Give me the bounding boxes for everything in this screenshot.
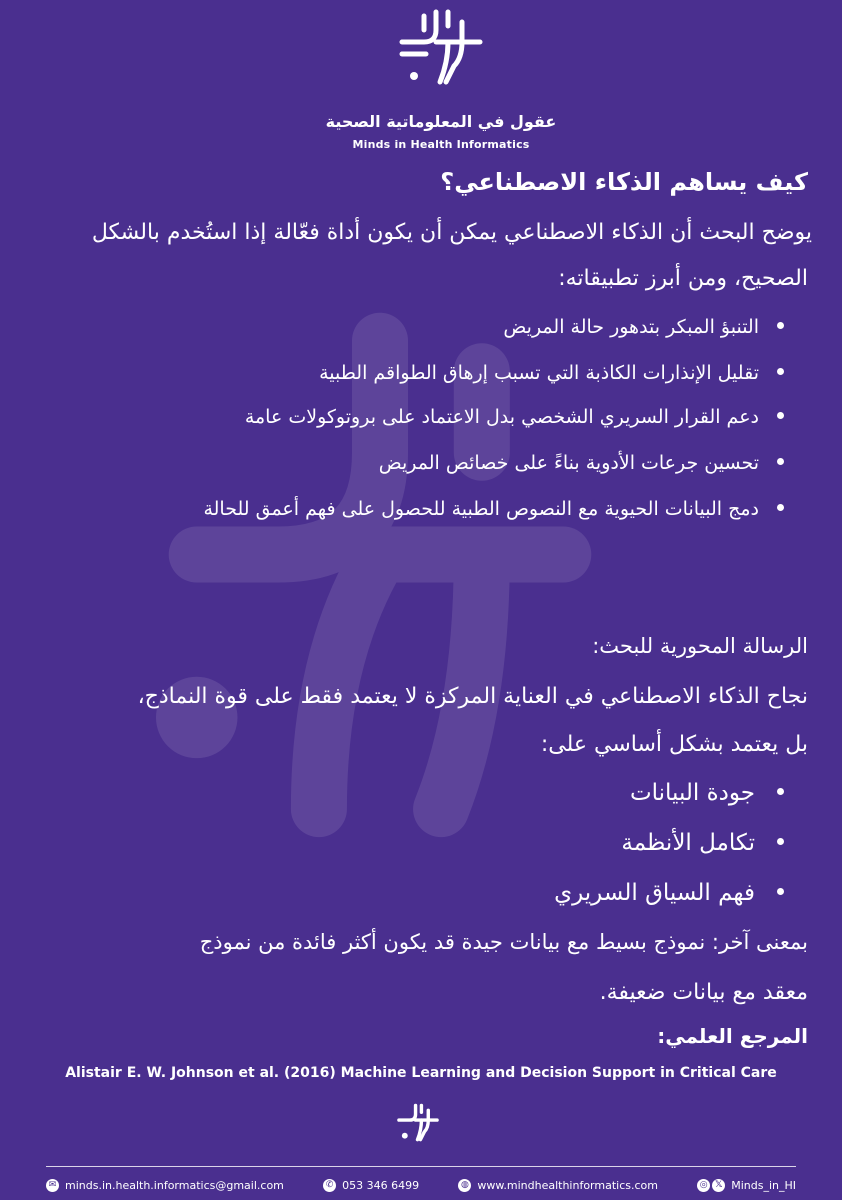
bullet-icon bbox=[777, 368, 784, 375]
bullet-icon bbox=[777, 838, 784, 845]
bullet-icon bbox=[777, 322, 784, 329]
intro-line-1: يوضح البحث أن الذكاء الاصطناعي يمكن أن يكون أداة فعّالة إذا استُخدم بالشكل bbox=[91, 220, 812, 245]
conclusion-line-1: بمعنى آخر: نموذج بسيط مع بيانات جيدة قد يكون أكثر فائدة من نموذج bbox=[199, 930, 808, 954]
bullet-icon bbox=[777, 504, 784, 511]
bullet-icon bbox=[777, 458, 784, 465]
list-item: جودة البيانات bbox=[630, 780, 784, 806]
brand-name-arabic: عقول في المعلوماتية الصحية bbox=[325, 112, 557, 131]
footer-email[interactable]: ✉ minds.in.health.informatics@gmail.com bbox=[46, 1179, 284, 1192]
intro-line-2: الصحيح، ومن أبرز تطبيقاته: bbox=[558, 266, 808, 291]
conclusion-line-2: معقد مع بيانات ضعيفة. bbox=[599, 980, 808, 1005]
key-message-line-1: نجاح الذكاء الاصطناعي في العناية المركزة لا يعتمد فقط على قوة النماذج، bbox=[137, 684, 808, 709]
bullet-icon bbox=[777, 412, 784, 419]
key-message-line-2: بل يعتمد بشكل أساسي على: bbox=[540, 732, 808, 757]
reference-label: المرجع العلمي: bbox=[657, 1024, 808, 1048]
whatsapp-icon: ✆ bbox=[323, 1179, 336, 1192]
footer-contacts bbox=[46, 1175, 796, 1195]
list-item: التنبؤ المبكر بتدهور حالة المريض bbox=[503, 316, 784, 338]
footer-website[interactable]: ◍ www.mindhealthinformatics.com bbox=[458, 1179, 658, 1192]
list-item: دمج البيانات الحيوية مع النصوص الطبية للحصول على فهم أعمق للحالة bbox=[203, 498, 784, 520]
watermark-logo bbox=[120, 300, 640, 860]
email-icon: ✉ bbox=[46, 1179, 59, 1192]
footer-social[interactable]: ◎ 𝕏 Minds_in_HI bbox=[697, 1179, 796, 1192]
x-icon: 𝕏 bbox=[712, 1179, 725, 1192]
list-item: فهم السياق السريري bbox=[554, 880, 784, 906]
globe-icon: ◍ bbox=[458, 1179, 471, 1192]
key-message-heading: الرسالة المحورية للبحث: bbox=[592, 634, 808, 658]
list-item: تقليل الإنذارات الكاذبة التي تسبب إرهاق الطواقم الطبية bbox=[319, 362, 784, 384]
section-heading: كيف يساهم الذكاء الاصطناعي؟ bbox=[440, 168, 808, 196]
footer-divider bbox=[46, 1166, 796, 1167]
list-item: تحسين جرعات الأدوية بناءً على خصائص المريض bbox=[379, 452, 784, 474]
footer-phone[interactable]: ✆ 053 346 6499 bbox=[323, 1179, 419, 1192]
list-item: تكامل الأنظمة bbox=[621, 830, 784, 856]
reference-citation: Alistair E. W. Johnson et al. (2016) Machine Learning and Decision Support in Critical Care bbox=[65, 1065, 777, 1081]
minds-logo-icon bbox=[396, 8, 486, 88]
minds-logo-small-icon bbox=[396, 1100, 440, 1146]
bullet-icon bbox=[777, 788, 784, 795]
list-item: دعم القرار السريري الشخصي بدل الاعتماد على بروتوكولات عامة bbox=[245, 406, 784, 428]
bullet-icon bbox=[777, 888, 784, 895]
instagram-icon: ◎ bbox=[697, 1179, 710, 1192]
brand-name-english: Minds in Health Informatics bbox=[352, 138, 530, 151]
